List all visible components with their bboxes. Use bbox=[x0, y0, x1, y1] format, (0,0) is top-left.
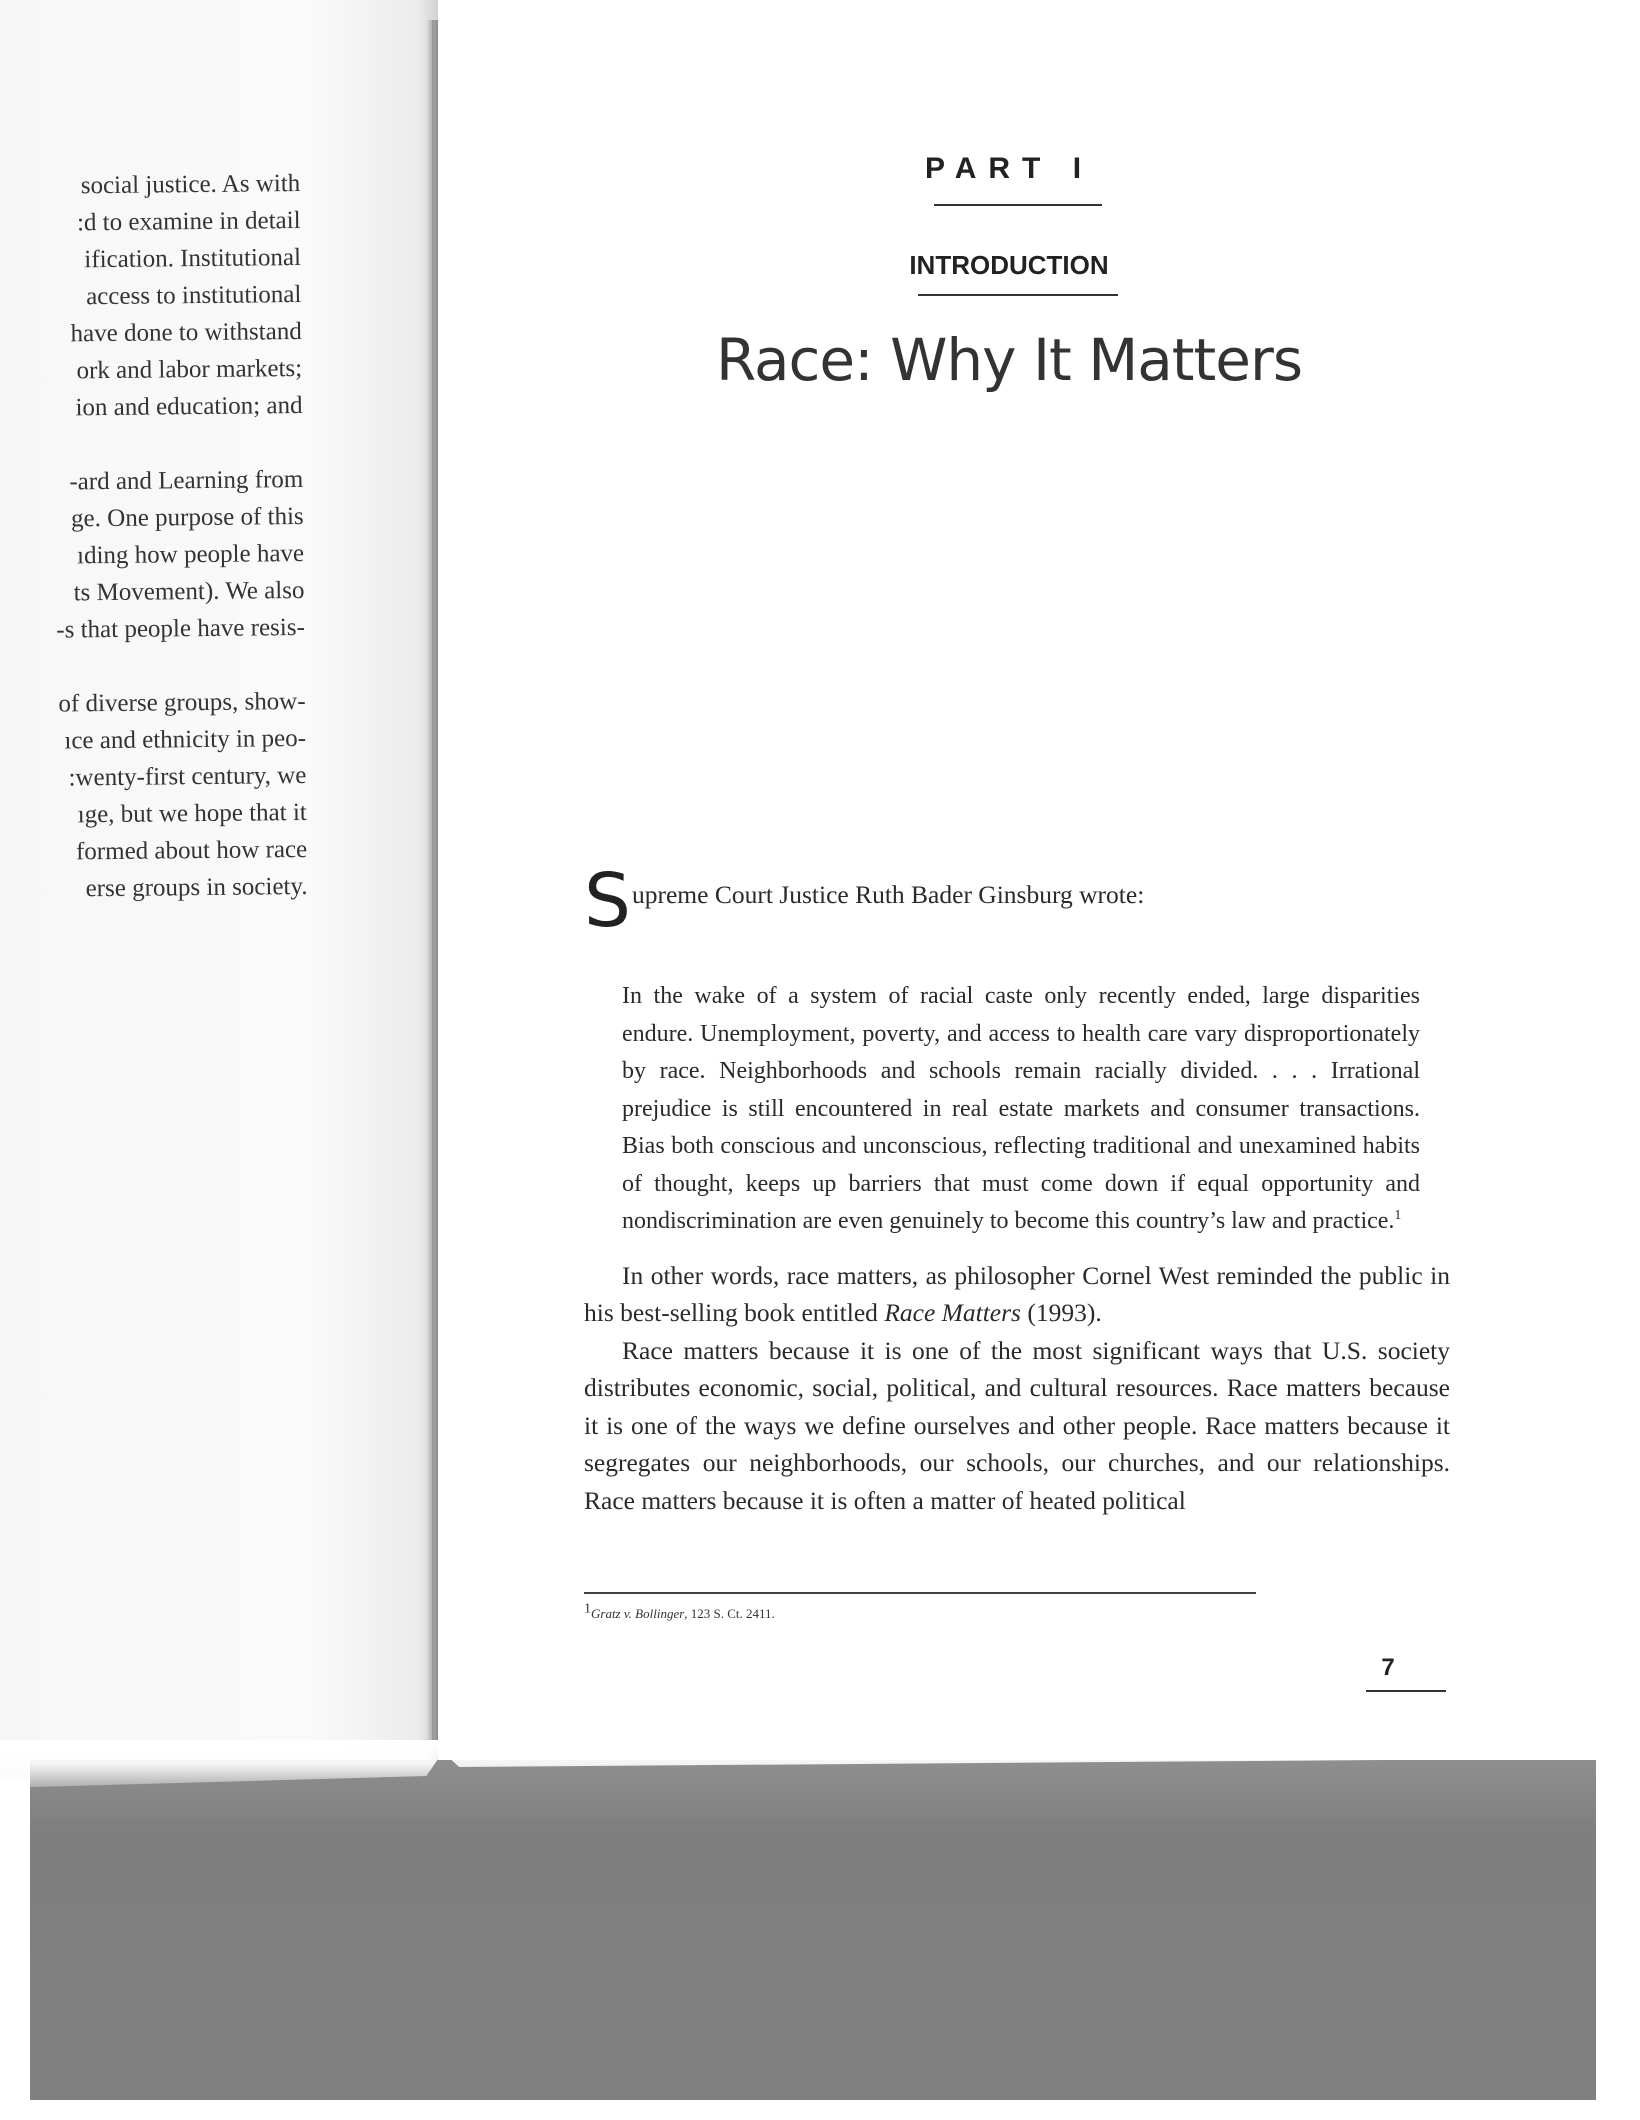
left-page-line: social justice. As with bbox=[80, 169, 301, 200]
footnote-marker: 1 bbox=[584, 1601, 591, 1617]
drop-cap: S bbox=[584, 858, 631, 944]
left-page-line: erse groups in society. bbox=[85, 872, 308, 903]
footnote-citation: , 123 S. Ct. 2411. bbox=[684, 1606, 775, 1621]
paragraph-cornel-west bbox=[584, 1257, 1450, 1332]
opening-line bbox=[584, 858, 1450, 948]
block-quote bbox=[622, 978, 1420, 1241]
left-page-line: ge. One purpose of this bbox=[70, 502, 304, 533]
page-title: Race: Why It Matters bbox=[715, 326, 1303, 394]
section-label-rule bbox=[918, 294, 1118, 296]
left-page-line: -ard and Learning from bbox=[69, 465, 304, 496]
footnote-reference: 1 bbox=[1394, 1208, 1402, 1223]
left-page-line: of diverse groups, show- bbox=[58, 687, 306, 718]
left-page-line: ification. Institutional bbox=[84, 243, 302, 274]
book-gutter-line bbox=[432, 20, 434, 1780]
page-number: 7 bbox=[1381, 1654, 1395, 1681]
footnote-rule bbox=[584, 1592, 1256, 1594]
left-page-line: have done to withstand bbox=[70, 317, 302, 348]
left-page-line: ıce and ethnicity in peo- bbox=[64, 724, 307, 755]
left-page-line: ts Movement). We also bbox=[73, 576, 305, 607]
footnote bbox=[584, 1601, 775, 1622]
book-title-race-matters: Race Matters bbox=[884, 1298, 1021, 1327]
left-page-line: ıge, but we hope that it bbox=[77, 798, 307, 829]
scanner-bed-shadow bbox=[30, 1760, 1596, 2100]
left-page-line: :wenty-first century, we bbox=[68, 761, 307, 792]
left-page-line: ork and labor markets; bbox=[76, 354, 303, 385]
body-text bbox=[584, 858, 1450, 1519]
block-quote-text: In the wake of a system of racial caste only recently ended, large disparities endure. Unemployment, poverty, and access to health care vary disproportionately by race. Neighborhoods and schools remain racially divided. . . . Irrational prejudice is still encountered in real estate markets and consumer transactions. Bias both conscious and unconscious, reflecting traditional and unexamined habits of thought, keeps up barriers that must come down if equal opportunity and nondiscrimination are even genuinely to become this country’s law and practice. bbox=[622, 983, 1420, 1234]
paragraph-cornel-west-year: (1993). bbox=[1020, 1298, 1102, 1327]
left-page-line: -s that people have resis- bbox=[56, 613, 305, 644]
footnote-case-name: Gratz v. Bollinger bbox=[591, 1606, 685, 1621]
left-page-line: access to institutional bbox=[85, 280, 302, 311]
left-facing-page bbox=[0, 0, 440, 1780]
opening-text: upreme Court Justice Ruth Bader Ginsburg wrote: bbox=[632, 880, 1145, 909]
section-label: INTRODUCTION bbox=[909, 250, 1109, 280]
paragraph-race-matters: Race matters because it is one of the most significant ways that U.S. society distributes economic, social, political, and cultural resources. Race matters because it is one of the ways we define ourselves and other people. Race matters because it segregates our neighborhoods, our schools, our churches, and our relationships. Race matters because it is often a matter of heated political bbox=[584, 1335, 1450, 1515]
left-page-text bbox=[0, 165, 308, 908]
paragraph-cornel-west-text: In other words, race matters, as philosopher Cornel West reminded the public in his best-selling book entitled bbox=[584, 1260, 1450, 1327]
right-page bbox=[438, 0, 1640, 1780]
part-heading: PART I bbox=[924, 152, 1094, 185]
left-page-paragraph-gap bbox=[5, 646, 305, 686]
left-page-line: ıding how people have bbox=[76, 539, 305, 570]
left-page-line: formed about how race bbox=[75, 835, 308, 866]
left-page-paragraph-gap bbox=[3, 424, 303, 464]
left-page-line: :d to examine in detail bbox=[76, 206, 301, 237]
part-heading-rule bbox=[934, 204, 1102, 206]
page-number-rule bbox=[1366, 1690, 1446, 1692]
left-page-line: ion and education; and bbox=[75, 391, 303, 422]
